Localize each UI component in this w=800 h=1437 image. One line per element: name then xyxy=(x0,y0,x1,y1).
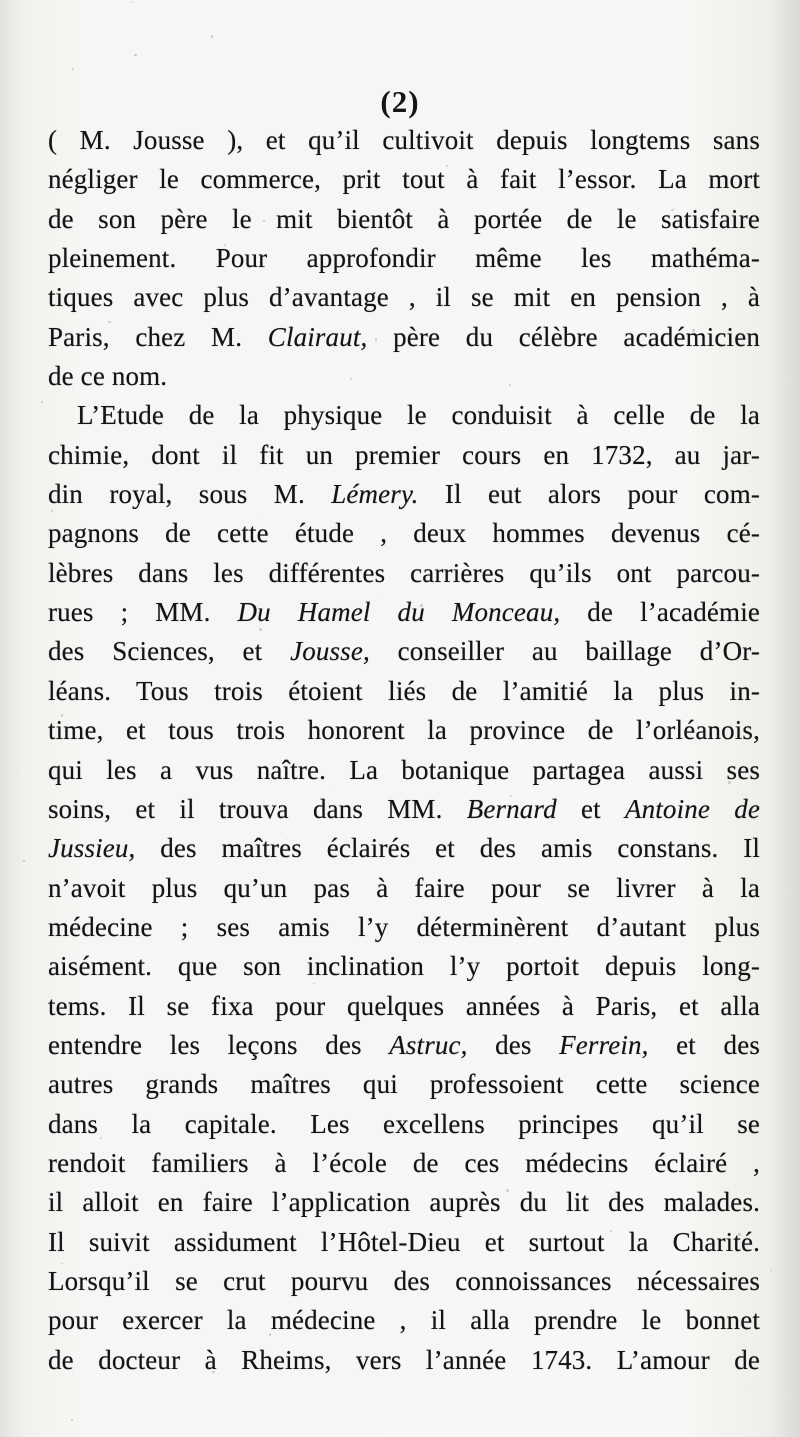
text-run: tiques avec plus d’avantage , il se mit en pension , à xyxy=(48,282,760,313)
paper-speck xyxy=(17,770,18,771)
paper-speck xyxy=(23,860,25,862)
text-run: pour exercer la médecine , il alla prendre le bonnet xyxy=(48,1305,760,1336)
text-line xyxy=(48,790,760,829)
text-run: tems. Il se fixa pour quelques années à Paris, et alla xyxy=(48,990,760,1021)
text-run: de ce nom. xyxy=(48,361,168,392)
text-line xyxy=(48,514,760,553)
text-line xyxy=(48,396,760,435)
text-line xyxy=(48,121,760,160)
text-line xyxy=(48,869,760,908)
text-line xyxy=(48,239,760,278)
text-line xyxy=(48,908,760,947)
text-run: et des xyxy=(648,1029,760,1060)
text-line xyxy=(48,829,760,868)
text-run: il alloit en faire l’application auprès du lit des malades. xyxy=(48,1187,760,1218)
body-text xyxy=(48,121,760,1380)
text-line xyxy=(48,200,760,239)
text-line xyxy=(48,1341,760,1380)
text-run: pagnons de cette étude , deux hommes devenus cé- xyxy=(48,518,760,549)
text-run: qui les a vus naître. La botanique partagea aussi ses xyxy=(48,754,760,785)
text-run: des Sciences, et xyxy=(48,636,291,667)
paper-speck xyxy=(41,401,43,403)
italic-text: Clairaut, xyxy=(267,321,368,352)
text-run: rues ; MM. xyxy=(48,597,238,628)
text-run: des xyxy=(467,1029,560,1060)
text-run: n’avoit plus qu’un pas à faire pour se livrer à la xyxy=(48,872,760,903)
text-line xyxy=(48,475,760,514)
text-line xyxy=(48,672,760,711)
italic-text: Jousse, xyxy=(290,636,370,667)
text-run: autres grands maîtres qui professoient cette science xyxy=(48,1069,760,1100)
text-run: Paris, chez M. xyxy=(48,321,268,352)
paper-speck xyxy=(72,68,74,70)
text-line xyxy=(48,1065,760,1104)
italic-text: Bernard xyxy=(466,793,557,824)
paper-speck xyxy=(134,54,137,57)
italic-text: Ferrein, xyxy=(559,1029,649,1060)
text-line xyxy=(48,1026,760,1065)
text-run: rendoit familiers à l’école de ces médecins éclairé , xyxy=(48,1147,760,1178)
paper-speck xyxy=(770,1270,772,1272)
text-line xyxy=(48,593,760,632)
text-line xyxy=(48,751,760,790)
italic-text: Antoine de xyxy=(624,793,760,824)
text-run: ( M. Jousse ), et qu’il cultivoit depuis longtems sans xyxy=(48,125,760,155)
paper-speck xyxy=(131,1,132,2)
text-line xyxy=(48,632,760,671)
text-line xyxy=(48,1301,760,1340)
text-line xyxy=(48,436,760,475)
text-run: de son père le mit bientôt à portée de le satisfaire xyxy=(48,203,760,234)
paper-speck xyxy=(211,35,214,38)
text-run: dans la capitale. Les excellens principes qu’il se xyxy=(48,1108,760,1139)
paper-speck xyxy=(748,1390,749,1391)
text-run: léans. Tous trois étoient liés de l’amitié la plus in- xyxy=(48,675,760,706)
text-line xyxy=(48,947,760,986)
text-run: négliger le commerce, prit tout à fait l’essor. La mort xyxy=(48,164,760,195)
text-run: chimie, dont il fit un premier cours en 1732, au jar- xyxy=(48,439,760,470)
text-line xyxy=(48,160,760,199)
text-run: Il eut alors pour com- xyxy=(418,479,760,510)
text-line xyxy=(48,1144,760,1183)
text-run: médecine ; ses amis l’y déterminèrent d’autant plus xyxy=(48,911,760,942)
text-run: entendre les leçons des xyxy=(48,1029,390,1060)
text-line xyxy=(48,711,760,750)
text-line xyxy=(48,987,760,1026)
text-run: de docteur à Rheims, vers l’année 1743. L’amour de xyxy=(48,1344,760,1375)
text-run: lèbres dans les différentes carrières qu’ils ont parcou- xyxy=(48,557,760,588)
text-line xyxy=(48,318,760,357)
text-line xyxy=(48,1183,760,1222)
text-line xyxy=(48,278,760,317)
text-run: et xyxy=(556,793,625,824)
text-run: soins, et il trouva dans MM. xyxy=(48,793,467,824)
text-line xyxy=(48,1262,760,1301)
text-line xyxy=(48,554,760,593)
text-run: Il suivit assidument l’Hôtel-Dieu et surtout la Charité. xyxy=(48,1226,760,1257)
text-run: time, et tous trois honorent la province de l’orléanois, xyxy=(48,715,760,746)
italic-text: Du Hamel du Monceau, xyxy=(237,597,561,628)
paper-speck xyxy=(71,1419,73,1421)
text-run: conseiller au baillage d’Or- xyxy=(369,636,760,667)
text-line xyxy=(48,1223,760,1262)
text-run: des maîtres éclairés et des amis constans. Il xyxy=(135,833,760,864)
text-run: L’Etude de la physique le conduisit à celle de la xyxy=(77,400,760,431)
text-run: de l’académie xyxy=(560,597,760,628)
text-run: Lorsqu’il se crut pourvu des connoissances nécessaires xyxy=(48,1265,760,1296)
text-run: pleinement. Pour approfondir même les mathéma- xyxy=(48,243,760,274)
text-run: din royal, sous M. xyxy=(48,479,332,510)
text-line xyxy=(48,1105,760,1144)
text-run: père du célèbre académicien xyxy=(367,321,760,352)
italic-text: Jussieu, xyxy=(48,833,136,864)
text-run: aisément. que son inclination l’y portoit depuis long- xyxy=(48,951,760,982)
italic-text: Astruc, xyxy=(389,1029,468,1060)
italic-text: Lémery. xyxy=(331,479,419,510)
text-line xyxy=(48,357,760,396)
page-number: (2) xyxy=(380,84,420,119)
